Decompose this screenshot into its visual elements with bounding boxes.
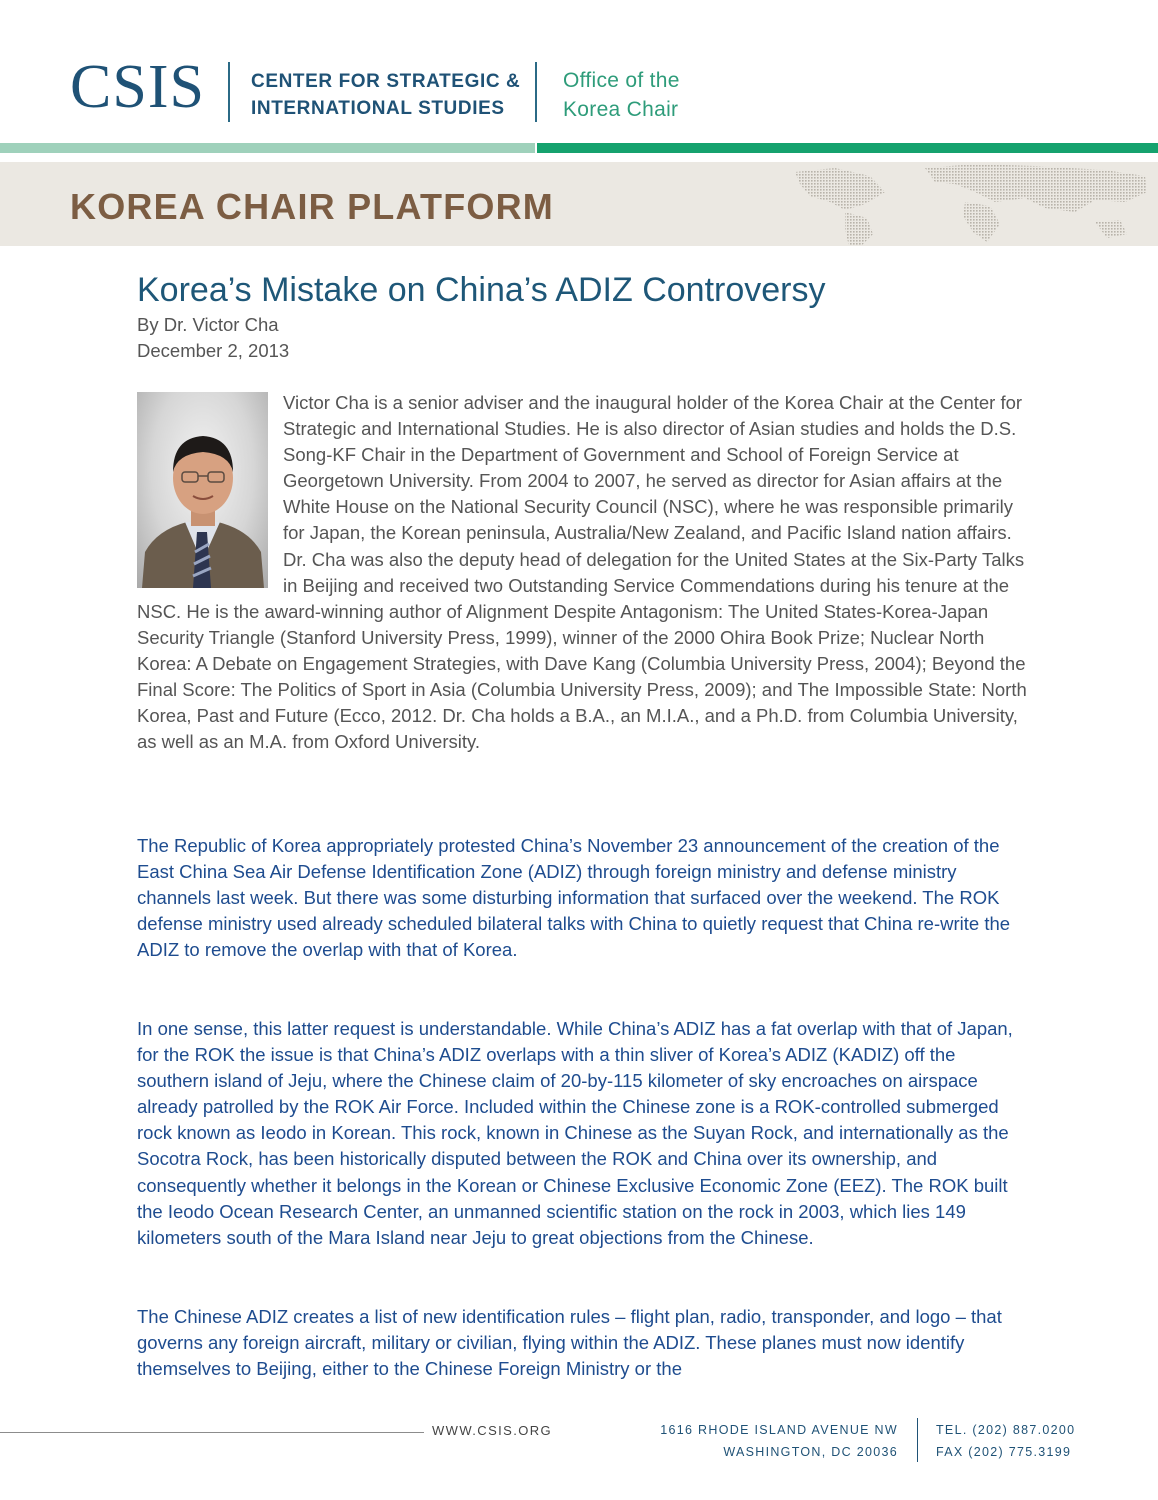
footer-fax: FAX (202) 775.3199	[936, 1445, 1072, 1459]
article-byline: By Dr. Victor Cha	[137, 314, 279, 335]
header-accent-bar-dark	[537, 143, 1158, 153]
article-title: Korea’s Mistake on China’s ADIZ Controversy	[137, 271, 826, 309]
footer-rule	[0, 1432, 424, 1433]
csis-logo: CSIS	[70, 53, 205, 121]
footer-address-line1: 1616 RHODE ISLAND AVENUE NW	[660, 1423, 898, 1437]
office-name-line1: Office of the	[563, 69, 680, 92]
footer-contact	[936, 1419, 1075, 1463]
header-divider	[535, 62, 537, 122]
body-paragraph: In one sense, this latter request is understandable. While China’s ADIZ has a fat overlap with that of Japan, for the ROK the issue is that China’s ADIZ overlaps with a thin sliver of Korea’s ADIZ (KADIZ) off the southern island of Jeju, where the Chinese claim of 20-by-115 kilometer of sky encroaches on airspace already patrolled by the ROK Air Force. Included within the Chinese zone is a ROK-controlled submerged rock known as Ieodo in Korean. This rock, known in Chinese as the Suyan Rock, and internationally as the Socotra Rock, has been historically disputed between the ROK and China over its ownership, and consequently whether it belongs in the Korean or Chinese Exclusive Economic Zone (EEZ). The ROK built the Ieodo Ocean Research Center, an unmanned scientific station on the rock in 2003, which lies 149 kilometers south of the Mara Island near Jeju to great objections from the Chinese.	[137, 1018, 1013, 1248]
author-bio	[137, 390, 1027, 755]
platform-title: KOREA CHAIR PLATFORM	[70, 186, 554, 227]
footer-tel: TEL. (202) 887.0200	[936, 1423, 1076, 1437]
org-name	[251, 68, 520, 122]
header-divider	[228, 62, 230, 122]
office-name-line2: Korea Chair	[563, 98, 679, 121]
author-photo	[137, 392, 268, 588]
article-date: December 2, 2013	[137, 340, 290, 361]
body-paragraph: The Chinese ADIZ creates a list of new identification rules – flight plan, radio, transponder, and logo – that governs any foreign aircraft, military or civilian, flying within the ADIZ. These planes must now identify themselves to Beijing, either to the Chinese Foreign Ministry or the	[137, 1306, 1002, 1380]
org-name-line1: CENTER FOR STRATEGIC &	[251, 71, 521, 92]
header-accent-bar-light	[0, 143, 535, 153]
author-bio-text: Victor Cha is a senior adviser and the inaugural holder of the Korea Chair at the Center for Strategic and International Studies. He is also director of Asian studies and holds the D.S. Song-KF Chair in the Department of Government and School of Foreign Service at Georgetown University. From 2004 to 2007, he served as director for Asian affairs at the White House on the National Security Council (NSC), where he was responsible primarily for Japan, the Korean peninsula, Australia/New Zealand, and Pacific Island nation affairs. Dr. Cha was also the deputy head of delegation for the United States at the Six-Party Talks in Beijing and received two Outstanding Service Commendations during his tenure at the NSC. He is the award-winning author of Alignment Despite Antagonism: The United States-Korea-Japan Security Triangle (Stanford University Press, 1999), winner of the 2000 Ohira Book Prize; Nuclear North Korea: A Debate on Engagement Strategies, with Dave Kang (Columbia University Press, 2004); Beyond the Final Score: The Politics of Sport in Asia (Columbia University Press, 2009); and The Impossible State: North Korea, Past and Future (Ecco, 2012. Dr. Cha holds a B.A., an M.I.A., and a Ph.D. from Columbia University, as well as an M.A. from Oxford University.	[137, 392, 1027, 753]
footer-address	[640, 1419, 898, 1463]
body-paragraph: The Republic of Korea appropriately protested China’s November 23 announcement of the creation of the East China Sea Air Defense Identification Zone (ADIZ) through foreign ministry and defense ministry channels last week. But there was some disturbing information that surfaced over the weekend. The ROK defense ministry used already scheduled bilateral talks with China to quietly request that China re-write the ADIZ to remove the overlap with that of Korea.	[137, 835, 1011, 961]
platform-banner	[0, 162, 1158, 246]
footer-website-link[interactable]: WWW.CSIS.ORG	[432, 1423, 553, 1438]
world-map-graphic	[775, 162, 1158, 246]
org-name-line2: INTERNATIONAL STUDIES	[251, 98, 505, 119]
footer-address-line2: WASHINGTON, DC 20036	[723, 1445, 898, 1459]
office-name	[563, 66, 680, 124]
footer-divider	[917, 1418, 918, 1462]
